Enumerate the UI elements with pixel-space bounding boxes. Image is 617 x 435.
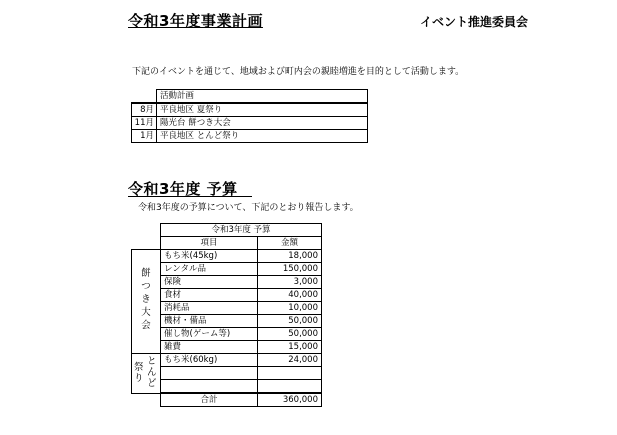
amount-cell: 24,000 xyxy=(258,354,322,367)
table-title-row xyxy=(132,224,322,237)
page-title: 令和3年度事業計画 xyxy=(128,12,263,30)
item-cell: レンタル品 xyxy=(161,263,258,276)
table-row xyxy=(132,341,322,354)
item-cell: もち米(45kg) xyxy=(161,250,258,263)
budget-table-wrap xyxy=(131,223,321,415)
month-header-cell xyxy=(132,90,157,104)
table-row xyxy=(132,103,368,117)
amount-cell xyxy=(258,380,322,394)
item-cell: 消耗品 xyxy=(161,302,258,315)
activity-plan-header: 活動計画 xyxy=(157,90,368,104)
table-row xyxy=(132,367,322,380)
item-cell: もち米(60kg) xyxy=(161,354,258,367)
table-row xyxy=(132,380,322,394)
amount-cell: 40,000 xyxy=(258,289,322,302)
column-header-row xyxy=(132,237,322,250)
amount-cell: 10,000 xyxy=(258,302,322,315)
table-row xyxy=(132,302,322,315)
total-row xyxy=(132,393,322,407)
table-row xyxy=(132,289,322,302)
table-row xyxy=(132,250,322,263)
item-cell: 催し物(ゲーム等) xyxy=(161,328,258,341)
blank-cell xyxy=(132,224,161,237)
item-cell: 保険 xyxy=(161,276,258,289)
amount-cell xyxy=(258,367,322,380)
item-column-header: 項目 xyxy=(161,237,258,250)
event-cell: 平良地区 とんど祭り xyxy=(157,130,368,143)
total-amount: 360,000 xyxy=(258,393,322,407)
item-cell xyxy=(161,380,258,394)
item-cell: 機材・備品 xyxy=(161,315,258,328)
amount-cell: 15,000 xyxy=(258,341,322,354)
item-cell: 雑費 xyxy=(161,341,258,354)
item-cell xyxy=(161,367,258,380)
budget-table xyxy=(131,223,322,407)
table-header-row xyxy=(132,90,368,104)
plan-intro: 下記のイベントを通じて、地域および町内会の親睦増進を目的として活動します。 xyxy=(132,67,465,77)
budget-table-title: 令和3年度 予算 xyxy=(161,224,322,237)
activity-plan-table xyxy=(131,89,368,143)
amount-cell: 50,000 xyxy=(258,315,322,328)
month-cell: 11月 xyxy=(132,117,157,130)
amount-cell: 150,000 xyxy=(258,263,322,276)
budget-intro: 令和3年度の予算について、下記のとおり報告します。 xyxy=(138,203,359,213)
table-row xyxy=(132,130,368,143)
table-row xyxy=(132,276,322,289)
amount-cell: 50,000 xyxy=(258,328,322,341)
table-row xyxy=(132,315,322,328)
amount-column-header: 金額 xyxy=(258,237,322,250)
month-cell: 1月 xyxy=(132,130,157,143)
event-cell: 平良地区 夏祭り xyxy=(157,103,368,117)
tondo-group-label-col1: と ん ど xyxy=(147,356,157,389)
total-label: 合計 xyxy=(161,393,258,407)
table-row xyxy=(132,328,322,341)
mochitsuki-group-label: 餅 つ き 大 会 xyxy=(141,268,151,331)
event-cell: 陽光台 餅つき大会 xyxy=(157,117,368,130)
budget-title-underline xyxy=(128,196,252,197)
item-cell: 食材 xyxy=(161,289,258,302)
table-row xyxy=(132,354,322,367)
table-row xyxy=(132,117,368,130)
blank-cell xyxy=(132,237,161,250)
amount-cell: 3,000 xyxy=(258,276,322,289)
blank-cell xyxy=(132,393,161,407)
month-cell: 8月 xyxy=(132,103,157,117)
organization-name: イベント推進委員会 xyxy=(420,15,529,29)
tondo-group-label-col2: 祭 り xyxy=(134,362,144,384)
amount-cell: 18,000 xyxy=(258,250,322,263)
budget-title: 令和3年度 予算 xyxy=(128,180,238,198)
table-row xyxy=(132,263,322,276)
